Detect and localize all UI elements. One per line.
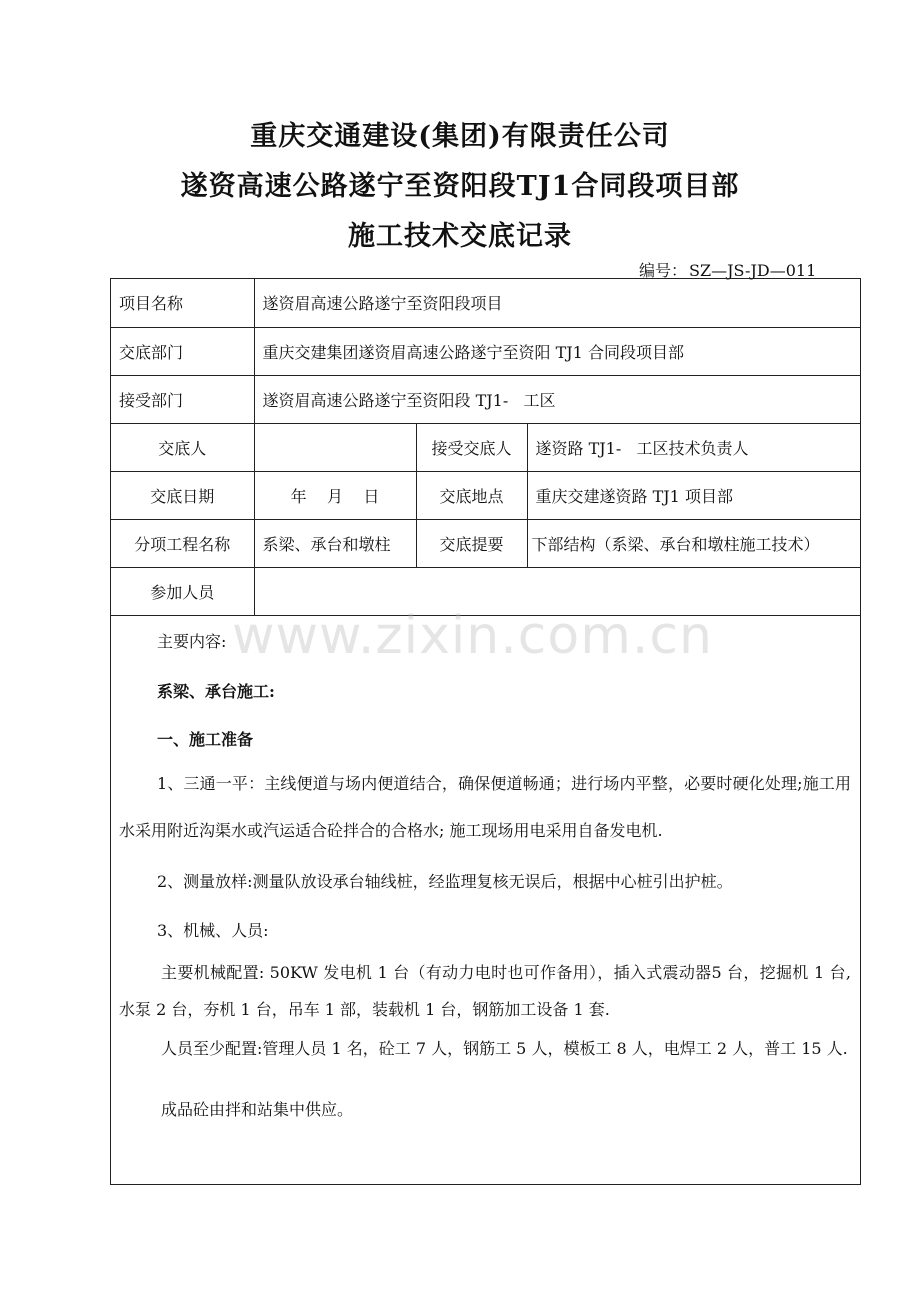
dept-value: 重庆交建集团遂资眉高速公路遂宁至资阳 TJ1 合同段项目部: [254, 327, 860, 375]
document-title: 施工技术交底记录: [348, 221, 572, 252]
machines-config: 主要机械配置: 50KW 发电机 1 台（有动力电时也可作备用），插入式震动器5 台，挖掘机 1 台,水泵 2 台，夯机 1 台，吊车 1 部，装载机 1 台，钢筋加工设备 1 套.: [119, 962, 851, 1019]
section-title: 系梁、承台施工:: [157, 681, 275, 701]
row-project-name: [111, 279, 860, 327]
row-recv-dept: [111, 375, 860, 423]
item-survey: 2、测量放样:测量队放设承台轴线桩，经监理复核无误后，根据中心桩引出护桩。: [157, 871, 733, 891]
info-table: [111, 279, 860, 616]
item-site-prep: 1、三通一平：主线便道与场内便道结合，确保便道畅通；进行场内平整，必要时硬化处理;施工用水采用附近沟渠水或汽运适合砼拌合的合格水; 施工现场用电采用自备发电机.: [119, 773, 851, 840]
row-date: [111, 471, 860, 519]
presenter-value: [254, 423, 416, 471]
recv-dept-label: 接受部门: [111, 375, 254, 423]
date-label: 交底日期: [111, 471, 254, 519]
summary-value: 下部结构（系梁、承台和墩柱施工技术）: [527, 519, 860, 567]
receiver-label: 接受交底人: [416, 423, 527, 471]
receiver-value: 遂资路 TJ1- 工区技术负责人: [527, 423, 860, 471]
presenter-label: 交底人: [111, 423, 254, 471]
row-presenter: [111, 423, 860, 471]
recv-dept-value: 遂资眉高速公路遂宁至资阳段 TJ1- 工区: [254, 375, 860, 423]
subproject-value: 系梁、承台和墩柱: [254, 519, 416, 567]
row-participants: [111, 567, 860, 615]
subproject-label: 分项工程名称: [111, 519, 254, 567]
location-value: 重庆交建遂资路 TJ1 项目部: [527, 471, 860, 519]
doc-number-label: 编号：: [639, 261, 688, 280]
project-title: 遂资高速公路遂宁至资阳段TJ1合同段项目部: [180, 171, 740, 202]
heading-preparation: 一、施工准备: [157, 729, 254, 749]
participants-value: [254, 567, 860, 615]
row-subproject: [111, 519, 860, 567]
watermark: www.zixin.com.cn: [232, 606, 713, 666]
main-content-label: 主要内容:: [157, 631, 227, 651]
concrete-supply: 成品砼由拌和站集中供应。: [161, 1099, 354, 1119]
location-label: 交底地点: [416, 471, 527, 519]
dept-label: 交底部门: [111, 327, 254, 375]
summary-label: 交底提要: [416, 519, 527, 567]
project-name-label: 项目名称: [111, 279, 254, 327]
participants-label: 参加人员: [111, 567, 254, 615]
company-title: 重庆交通建设(集团)有限责任公司: [250, 121, 670, 152]
staff-config: 人员至少配置:管理人员 1 名，砼工 7 人，钢筋工 5 人，模板工 8 人，电焊工 2 人，普工 15 人.: [161, 1038, 848, 1058]
project-name-value: 遂资眉高速公路遂宁至资阳段项目: [254, 279, 860, 327]
item-machines-staff: 3、机械、人员:: [157, 920, 269, 940]
record-form: [110, 278, 861, 1185]
doc-number-value: SZ—JS-JD—011: [689, 261, 817, 280]
row-dept: [111, 327, 860, 375]
date-value: 年 月 日: [254, 471, 416, 519]
